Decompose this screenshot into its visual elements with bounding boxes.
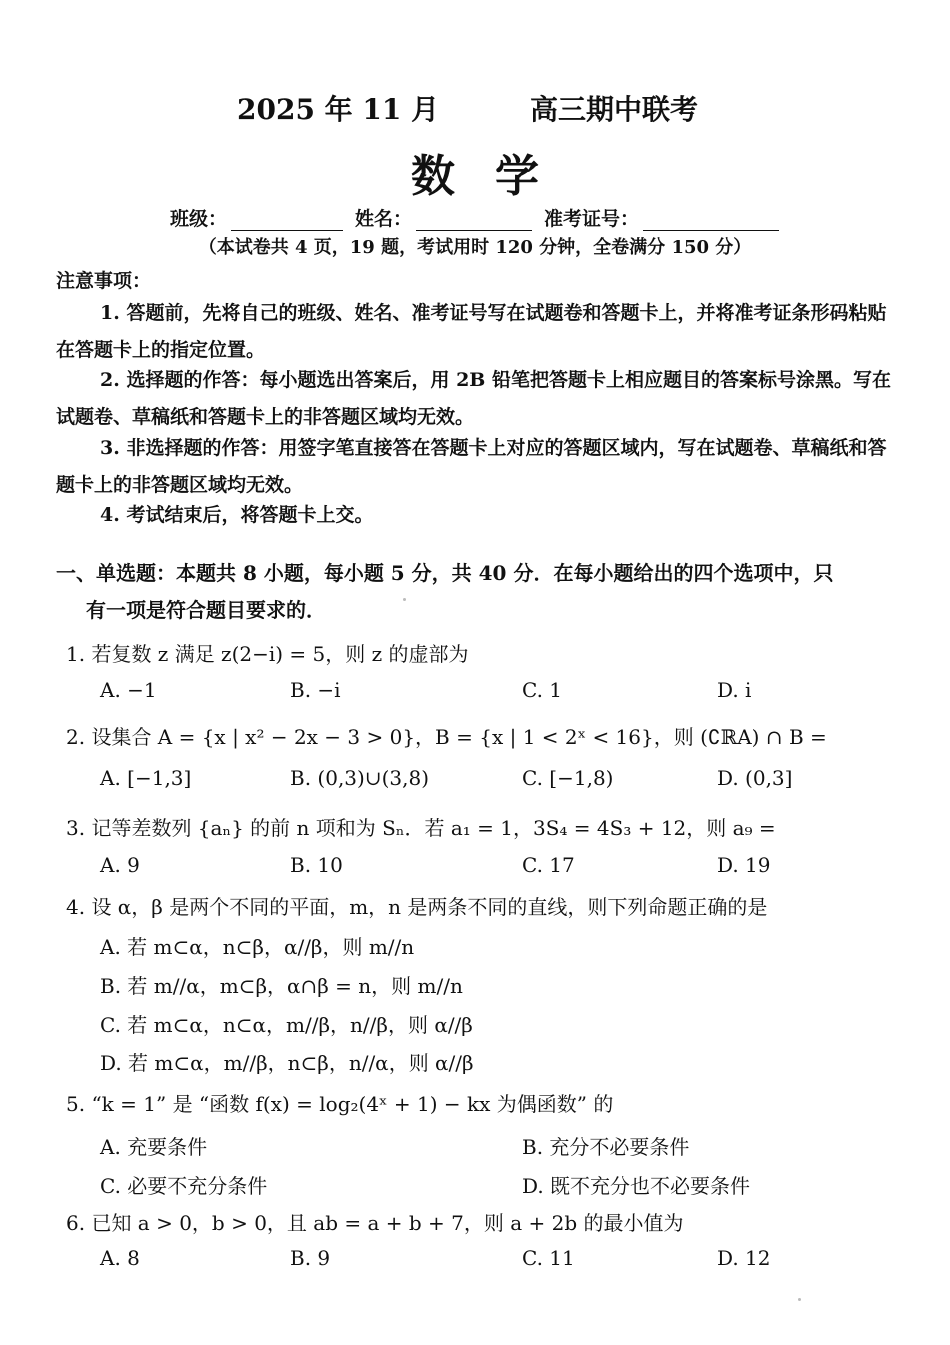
id-label: 准考证号： [544,208,640,230]
option-c: C. 1 [522,678,563,702]
question-3: 3. 记等差数列 {aₙ} 的前 n 项和为 Sₙ．若 a₁ = 1，3S₄ = 4S₃ + 12，则 a₉ = [66,816,776,840]
section-title [56,555,896,629]
exam-header [0,88,950,128]
option-a: A. −1 [100,678,157,702]
section-title-line: 一、单选题：本题共 8 小题，每小题 5 分，共 40 分．在每小题给出的四个选项中，只 [56,561,834,585]
scan-speck [798,1298,801,1301]
option-d: D. 12 [717,1246,771,1270]
exam-date: 2025 年 11 月 [237,93,440,126]
option-a: A. 充要条件 [100,1135,208,1159]
question-4: 4. 设 α，β 是两个不同的平面，m，n 是两条不同的直线，则下列命题正确的是 [66,895,768,919]
question-6: 6. 已知 a > 0，b > 0，且 ab = a + b + 7，则 a + 2b 的最小值为 [66,1211,684,1235]
student-info-row [170,204,791,231]
question-5: 5. “k = 1” 是 “函数 f(x) = log₂(4ˣ + 1) − kx 为偶函数” 的 [66,1092,614,1116]
name-label: 姓名： [355,208,413,230]
scan-speck [403,598,406,601]
class-label: 班级： [170,208,228,230]
option-d: D. 若 m⊂α，m//β，n⊂β，n//α，则 α//β [100,1051,474,1075]
option-b: B. 若 m//α，m⊂β，α∩β = n，则 m//n [100,974,463,998]
class-blank [231,212,343,231]
id-blank [643,212,779,231]
exam-description: （本试卷共 4 页，19 题，考试用时 120 分钟，全卷满分 150 分） [198,237,752,258]
option-c: C. 17 [522,853,575,877]
question-2: 2. 设集合 A = {x | x² − 2x − 3 > 0}，B = {x | 1 < 2ˣ < 16}，则 (∁ℝA) ∩ B = [66,725,827,749]
exam-name: 高三期中联考 [530,93,699,126]
option-b: B. 9 [290,1246,331,1270]
name-blank [416,212,532,231]
option-d: D. (0,3] [717,766,793,790]
question-6-options [100,1246,860,1276]
question-1: 1. 若复数 z 满足 z(2−i) = 5，则 z 的虚部为 [66,642,469,666]
notice-item: 1. 答题前，先将自己的班级、姓名、准考证号写在试题卷和答题卡上，并将准考证条形码粘贴在答题卡上的指定位置。 [56,302,887,361]
option-a: A. [−1,3] [100,766,192,790]
section-title-line: 有一项是符合题目要求的． [86,598,326,622]
option-d: D. 既不充分也不必要条件 [522,1174,751,1198]
option-c: C. 若 m⊂α，n⊂α，m//β，n//β，则 α//β [100,1013,473,1037]
notice-title: 注意事项： [56,270,152,292]
option-b: B. −i [290,678,341,702]
question-5-options-row2 [100,1170,860,1200]
notice-item: 2. 选择题的作答：每小题选出答案后，用 2B 铅笔把答题卡上相应题目的答案标号涂黑。写在试题卷、草稿纸和答题卡上的非答题区域均无效。 [56,369,891,428]
option-a: A. 9 [100,853,140,877]
option-b: B. (0,3)∪(3,8) [290,766,429,790]
option-c: C. 11 [522,1246,575,1270]
option-c: C. 必要不充分条件 [100,1174,268,1198]
question-3-options [100,853,860,883]
option-d: D. 19 [717,853,771,877]
subject-title: 数学 [411,151,579,202]
option-b: B. 10 [290,853,343,877]
notice-item: 3. 非选择题的作答：用签字笔直接答在答题卡上对应的答题区域内，写在试题卷、草稿纸和答题卡上的非答题区域均无效。 [56,437,887,496]
question-1-options [100,678,860,708]
question-2-options [100,766,860,796]
option-a: A. 若 m⊂α，n⊂β，α//β，则 m//n [100,935,415,959]
notice-item: 4. 考试结束后，将答题卡上交。 [100,504,374,526]
option-b: B. 充分不必要条件 [522,1135,690,1159]
option-d: D. i [717,678,752,702]
option-a: A. 8 [100,1246,140,1270]
question-5-options-row1 [100,1131,860,1161]
option-c: C. [−1,8) [522,766,614,790]
